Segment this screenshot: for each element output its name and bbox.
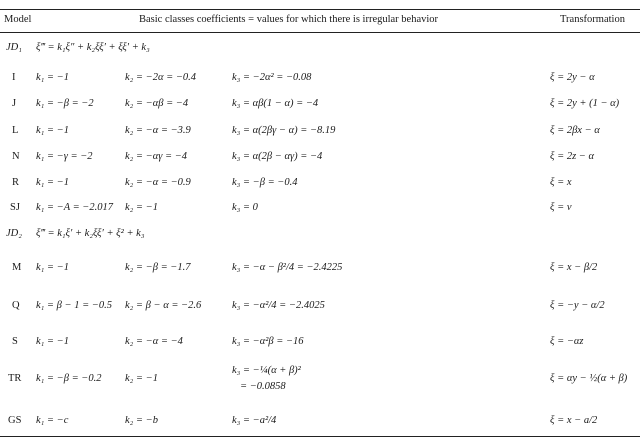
row-model: S	[12, 336, 18, 347]
row-transformation: ξ = −y − α/2	[550, 300, 605, 311]
row-k1: k₁ = −1	[36, 177, 69, 188]
row-k1: k₁ = −1	[36, 125, 69, 136]
header-transformation: Transformation	[560, 14, 625, 25]
row-k3: k₃ = αβ(1 − α) = −4	[232, 98, 319, 109]
row-k3: k₃ = −α²/4 = −2.4025	[232, 300, 325, 311]
row-transformation: ξ = v	[550, 202, 572, 213]
row-model: I	[12, 72, 16, 83]
header-rule	[0, 32, 640, 33]
row-transformation: ξ = x	[550, 177, 572, 188]
section-equation: ξ‴ = k₁ξ″ + k₂ξξ′ + ξξ′ + k₃	[36, 42, 150, 53]
row-k2: k₂ = −β = −1.7	[125, 262, 191, 273]
row-model: Q	[12, 300, 20, 311]
row-model: L	[12, 125, 19, 136]
row-k3: k₃ = −α − β²/4 = −2.4225	[232, 262, 343, 273]
row-k2: k₂ = −αβ = −4	[125, 98, 189, 109]
row-k2: k₂ = −αγ = −4	[125, 151, 188, 162]
row-model: GS	[8, 415, 22, 426]
row-k3: k₃ = −2α² = −0.08	[232, 72, 312, 83]
row-model: SJ	[10, 202, 20, 213]
section-label: JD₂	[6, 228, 22, 239]
row-k3: k₃ = −α²β = −16	[232, 336, 304, 347]
section-equation: ξ‴ = k₁ξ′ + k₂ξξ′ + ξ² + k₃	[36, 228, 145, 239]
row-k3: k₃ = −a²/4	[232, 415, 277, 426]
section-label: JD₁	[6, 42, 22, 53]
header-coefficients: Basic classes coefficients = values for which there is irregular behavior	[139, 14, 439, 25]
header-model: Model	[4, 14, 32, 25]
row-k2: k₂ = −α = −0.9	[125, 177, 191, 188]
row-k1: k₁ = −1	[36, 262, 69, 273]
row-k2: k₂ = −α = −4	[125, 336, 183, 347]
row-k3-value: = −0.0858	[240, 381, 286, 392]
row-k1: k₁ = −c	[36, 415, 69, 426]
row-k2: k₂ = β − α = −2.6	[125, 300, 202, 311]
row-transformation: ξ = 2y + (1 − α)	[550, 98, 620, 109]
row-transformation: ξ = 2z − α	[550, 151, 595, 162]
top-rule	[0, 9, 640, 10]
row-k3: k₃ = α(2β − αγ) = −4	[232, 151, 323, 162]
row-transformation: ξ = 2y − α	[550, 72, 595, 83]
row-k2: k₂ = −1	[125, 373, 158, 384]
row-model: TR	[8, 373, 22, 384]
row-transformation: ξ = x − β/2	[550, 262, 598, 273]
row-transformation: ξ = 2βx − α	[550, 125, 600, 136]
row-k3: k₃ = −β = −0.4	[232, 177, 298, 188]
row-k1: k₁ = −β = −0.2	[36, 373, 102, 384]
row-k1: k₁ = β − 1 = −0.5	[36, 300, 113, 311]
row-transformation: ξ = αy − ½(α + β)	[550, 373, 628, 384]
row-model: M	[12, 262, 22, 273]
row-k1: k₁ = −1	[36, 336, 69, 347]
row-transformation: ξ = x − a/2	[550, 415, 598, 426]
bottom-rule	[0, 436, 640, 437]
row-k2: k₂ = −2α = −0.4	[125, 72, 197, 83]
row-k3: k₃ = α(2βγ − α) = −8.19	[232, 125, 336, 136]
row-k2: k₂ = −1	[125, 202, 158, 213]
row-k2: k₂ = −b	[125, 415, 158, 426]
row-model: N	[12, 151, 20, 162]
row-k2: k₂ = −α = −3.9	[125, 125, 191, 136]
row-transformation: ξ = −αz	[550, 336, 584, 347]
row-k1: k₁ = −1	[36, 72, 69, 83]
row-k1: k₁ = −γ = −2	[36, 151, 93, 162]
row-model: R	[12, 177, 20, 188]
row-k3: k₃ = −¼(α + β)²	[232, 365, 301, 376]
row-k1: k₁ = −A = −2.017	[36, 202, 114, 213]
row-k1: k₁ = −β = −2	[36, 98, 94, 109]
row-model: J	[12, 98, 17, 109]
row-k3: k₃ = 0	[232, 202, 258, 213]
